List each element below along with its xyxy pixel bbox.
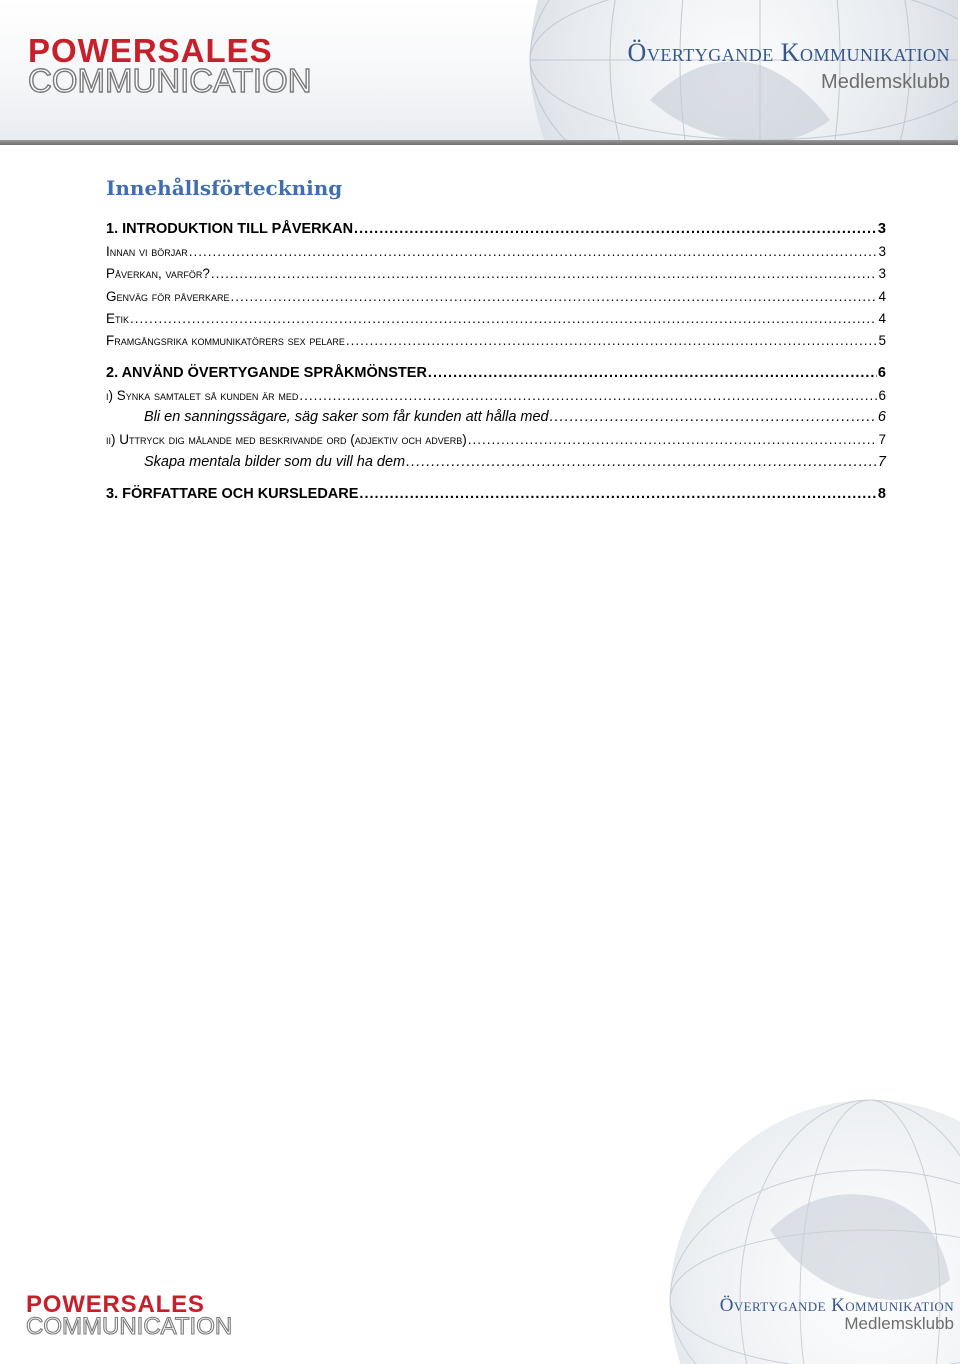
page-header	[0, 0, 958, 140]
toc-entry-page: 6	[877, 409, 886, 425]
toc-entry-label: Genväg för påverkare	[106, 289, 230, 304]
toc-entry-page: 7	[878, 432, 886, 447]
toc-entry[interactable]	[106, 485, 886, 503]
toc-entry-label: Bli en sanningssägare, säg saker som får kunden att hålla med	[144, 409, 549, 425]
footer-brand-subtitle: Medlemsklubb	[844, 1314, 954, 1333]
toc-entry-label: 2. ANVÄND ÖVERTYGANDE SPRÅKMÖNSTER	[106, 365, 427, 381]
toc-entry-page: 3	[877, 221, 886, 237]
toc-entry[interactable]	[106, 220, 886, 238]
toc-leader	[354, 220, 877, 238]
toc-entry[interactable]	[106, 332, 886, 350]
toc-entry-page: 8	[877, 486, 886, 502]
toc-entry[interactable]	[106, 364, 886, 382]
toc-entry-label: 3. FÖRFATTARE OCH KURSLEDARE	[106, 486, 359, 502]
toc-entry-page: 7	[877, 454, 886, 470]
toc-leader	[550, 408, 877, 426]
toc-entry-page: 6	[878, 388, 886, 403]
footer-communication-logo-text: COMMUNICATION	[26, 1313, 233, 1340]
toc-leader	[211, 265, 878, 283]
communication-logo-text: COMMUNICATION	[28, 62, 312, 99]
toc-entry-label: Påverkan, varför?	[106, 266, 210, 281]
header-divider	[0, 140, 958, 145]
toc-heading: Innehållsförteckning	[106, 176, 343, 200]
toc-entry[interactable]	[144, 408, 886, 426]
toc-entry-label: i) Synka samtalet så kunden är med	[106, 388, 299, 403]
toc-entry[interactable]	[106, 310, 886, 328]
toc-leader	[231, 288, 878, 306]
toc-entry-page: 4	[878, 289, 886, 304]
toc-entry-page: 3	[878, 244, 886, 259]
toc-entry[interactable]	[106, 265, 886, 283]
toc-leader	[359, 485, 877, 503]
toc-entry-page: 3	[878, 266, 886, 281]
toc-entry-label: ii) Uttryck dig målande med beskrivande ord (adjektiv och adverb)	[106, 432, 467, 447]
toc-leader	[130, 310, 877, 328]
toc-entry-label: Framgångsrika kommunikatörers sex pelare	[106, 333, 345, 348]
toc-entry[interactable]	[106, 243, 886, 261]
brand-title: Övertygande Kommunikation	[627, 38, 950, 67]
toc-leader	[346, 332, 878, 350]
toc-leader	[468, 431, 878, 449]
toc-leader	[299, 387, 877, 405]
toc-entry[interactable]	[144, 453, 886, 471]
footer-powersales-logo: POWERSALES	[26, 1291, 205, 1318]
brand-subtitle: Medlemsklubb	[821, 71, 950, 93]
toc-entry[interactable]	[106, 387, 886, 405]
toc-entry-page: 6	[877, 365, 886, 381]
toc-leader	[189, 243, 878, 261]
toc-entry-label: 1. INTRODUKTION TILL PÅVERKAN	[106, 221, 354, 237]
footer-brand-title: Övertygande Kommunikation	[719, 1295, 954, 1316]
toc-leader	[406, 453, 877, 471]
toc-entry-label: Skapa mentala bilder som du vill ha dem	[144, 454, 406, 470]
toc-entry-page: 5	[878, 333, 886, 348]
toc-entry[interactable]	[106, 288, 886, 306]
globe-watermark-icon	[500, 0, 958, 140]
toc-leader	[428, 364, 877, 382]
toc-entry-page: 4	[878, 311, 886, 326]
powersales-logo: POWERSALES	[28, 32, 273, 69]
toc-entry[interactable]	[106, 431, 886, 449]
toc-entry-label: Innan vi börjar	[106, 244, 188, 259]
toc-entry-label: Etik	[106, 311, 130, 326]
